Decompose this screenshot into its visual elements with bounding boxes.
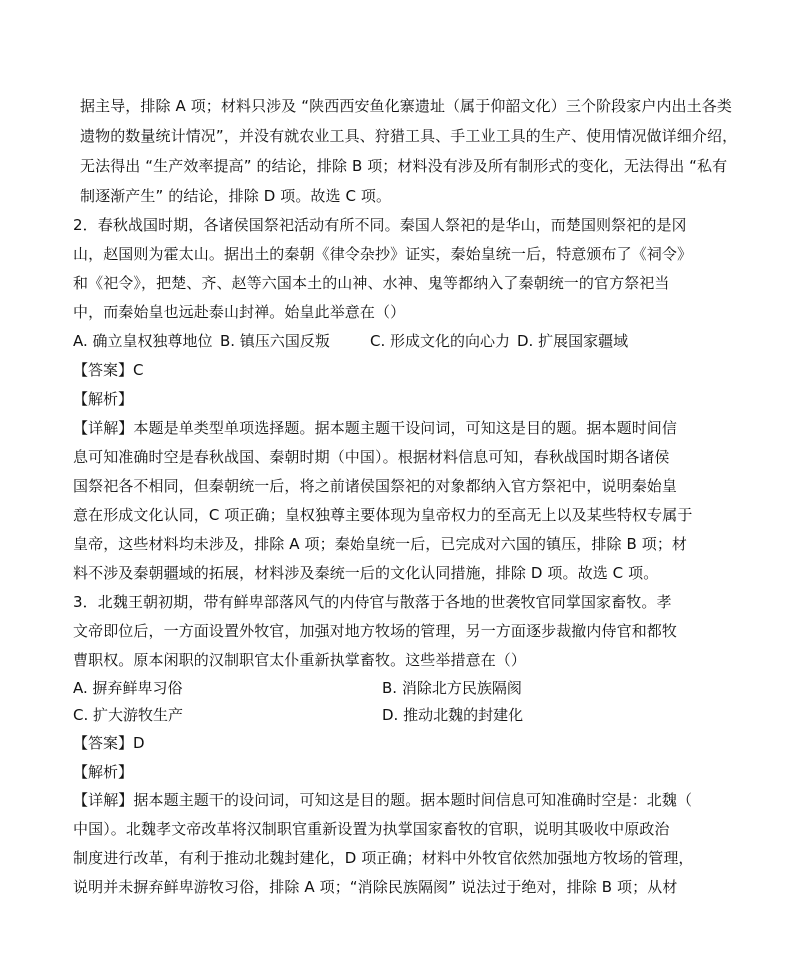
q2-detail-line-3: 国祭祀各不相同，但秦朝统一后，将之前诸侯国祭祀的对象都纳入官方祭祀中，说明秦始皇 [73, 477, 678, 495]
q2-detail-line-1: 【详解】本题是单类型单项选择题。据本题主题干设问词，可知这是目的题。据本题时间信 [73, 419, 678, 437]
q2-option-c: C. 形成文化的向心力 [370, 332, 511, 350]
q2-stem-line-1: 2．春秋战国时期，各诸侯国祭祀活动有所不同。秦国人祭祀的是华山，而楚国则祭祀的是冈 [73, 216, 687, 234]
q1-tail-line-3: 无法得出 “生产效率提高” 的结论，排除 B 项；材料没有涉及所有制形式的变化，无法得出 “私有 [80, 157, 728, 175]
q3-option-b: B. 消除北方民族隔阂 [382, 679, 522, 697]
q3-detail-line-4: 说明并未摒弃鲜卑游牧习俗，排除 A 项；“消除民族隔阂” 说法过于绝对，排除 B 项；从材 [73, 878, 678, 896]
q1-tail-line-2: 遗物的数量统计情况”，并没有就农业工具、狩猎工具、手工业工具的生产、使用情况做详细介绍， [80, 127, 738, 145]
q3-option-c: C. 扩大游牧生产 [73, 706, 184, 724]
q3-answer: 【答案】D [73, 734, 145, 752]
q3-option-d: D. 推动北魏的封建化 [382, 706, 524, 724]
q3-detail-line-3: 制度进行改革，有利于推动北魏封建化，D 项正确；材料中外牧官依然加强地方牧场的管理， [73, 849, 694, 867]
q2-option-d: D. 扩展国家疆域 [517, 332, 629, 350]
q2-option-b: B. 镇压六国反叛 [220, 332, 330, 350]
q2-stem-line-2: 山，赵国则为霍太山。据出土的秦朝《律令杂抄》证实，秦始皇统一后，特意颁布了《祠令》 [73, 245, 693, 263]
q1-tail-line-1: 据主导，排除 A 项；材料只涉及 “陕西西安鱼化寨遗址（属于仰韶文化）三个阶段家户内出土各类 [80, 97, 732, 115]
q3-stem-line-2: 文帝即位后，一方面设置外牧官，加强对地方牧场的管理，另一方面逐步裁撤内侍官和都牧 [73, 622, 678, 640]
q3-detail-line-1: 【详解】据本题主题干的设问词，可知这是目的题。据本题时间信息可知准确时空是：北魏（ [73, 791, 693, 809]
q2-detail-line-6: 料不涉及秦朝疆域的拓展，材料涉及秦统一后的文化认同措施，排除 D 项。故选 C 项。 [73, 564, 659, 582]
q2-analysis-heading: 【解析】 [73, 390, 134, 408]
q2-stem-line-4: 中，而秦始皇也远赴泰山封禅。始皇此举意在（） [73, 303, 406, 321]
q1-tail-line-4: 制逐渐产生” 的结论，排除 D 项。故选 C 项。 [80, 187, 392, 205]
q2-detail-line-2: 息可知准确时空是春秋战国、秦朝时期（中国）。根据材料信息可知，春秋战国时期各诸侯 [73, 448, 670, 466]
q3-stem-line-1: 3．北魏王朝初期，带有鲜卑部落风气的内侍官与散落于各地的世袭牧官同掌国家畜牧。孝 [73, 593, 672, 611]
q2-answer: 【答案】C [73, 361, 144, 379]
q3-detail-line-2: 中国）。北魏孝文帝改革将汉制职官重新设置为执掌国家畜牧的官职，说明其吸收中原政治 [73, 820, 670, 838]
q3-option-a: A. 摒弃鲜卑习俗 [73, 679, 183, 697]
q3-analysis-heading: 【解析】 [73, 763, 134, 781]
q2-option-a: A. 确立皇权独尊地位 [73, 332, 213, 350]
q2-detail-line-4: 意在形成文化认同，C 项正确；皇权独尊主要体现为皇帝权力的至高无上以及某些特权专属于 [73, 506, 693, 524]
q2-detail-line-5: 皇帝，这些材料均未涉及，排除 A 项；秦始皇统一后，已完成对六国的镇压，排除 B 项；材 [73, 535, 688, 553]
q2-stem-line-3: 和《祀令》，把楚、齐、赵等六国本土的山神、水神、鬼等都纳入了秦朝统一的官方祭祀当 [73, 274, 670, 292]
q3-stem-line-3: 曹职权。原本闲职的汉制职官太仆重新执掌畜牧。这些举措意在（） [73, 651, 527, 669]
